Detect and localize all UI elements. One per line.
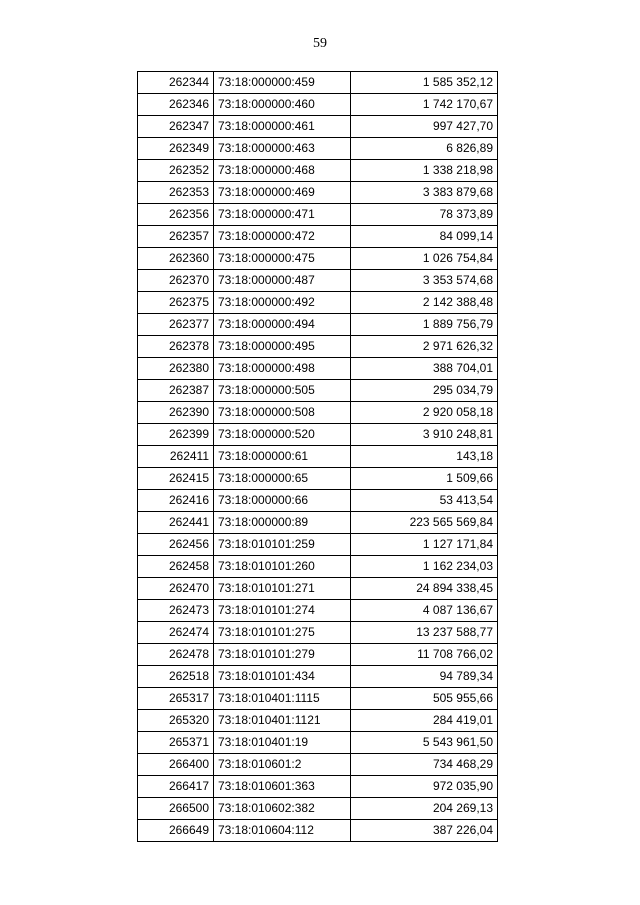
cell-id: 262474 — [138, 622, 214, 644]
cell-amount: 78 373,89 — [351, 204, 498, 226]
cell-cadastral: 73:18:000000:459 — [214, 72, 351, 94]
cell-cadastral: 73:18:010602:382 — [214, 798, 351, 820]
cell-amount: 143,18 — [351, 446, 498, 468]
cell-cadastral: 73:18:000000:463 — [214, 138, 351, 160]
cell-id: 262478 — [138, 644, 214, 666]
cell-amount: 2 920 058,18 — [351, 402, 498, 424]
cell-amount: 1 889 756,79 — [351, 314, 498, 336]
cell-id: 262377 — [138, 314, 214, 336]
cell-cadastral: 73:18:010601:2 — [214, 754, 351, 776]
cell-cadastral: 73:18:010101:259 — [214, 534, 351, 556]
cell-cadastral: 73:18:000000:66 — [214, 490, 351, 512]
cell-cadastral: 73:18:000000:505 — [214, 380, 351, 402]
table-row — [138, 116, 498, 138]
cell-amount: 1 585 352,12 — [351, 72, 498, 94]
table-row — [138, 688, 498, 710]
table-row — [138, 358, 498, 380]
cell-id: 266500 — [138, 798, 214, 820]
table-row — [138, 94, 498, 116]
table-row — [138, 402, 498, 424]
table-row — [138, 314, 498, 336]
table-row — [138, 292, 498, 314]
cell-id: 262378 — [138, 336, 214, 358]
cell-id: 262416 — [138, 490, 214, 512]
table-row — [138, 226, 498, 248]
cell-cadastral: 73:18:000000:469 — [214, 182, 351, 204]
cell-id: 262399 — [138, 424, 214, 446]
cell-amount: 94 789,34 — [351, 666, 498, 688]
cell-id: 262387 — [138, 380, 214, 402]
cell-amount: 4 087 136,67 — [351, 600, 498, 622]
cell-id: 265317 — [138, 688, 214, 710]
table-row — [138, 270, 498, 292]
cell-cadastral: 73:18:000000:520 — [214, 424, 351, 446]
cell-id: 262415 — [138, 468, 214, 490]
cell-cadastral: 73:18:010401:1121 — [214, 710, 351, 732]
data-table — [137, 71, 498, 842]
cell-cadastral: 73:18:000000:492 — [214, 292, 351, 314]
cell-amount: 13 237 588,77 — [351, 622, 498, 644]
cell-id: 265320 — [138, 710, 214, 732]
cell-cadastral: 73:18:000000:494 — [214, 314, 351, 336]
cell-cadastral: 73:18:010101:434 — [214, 666, 351, 688]
cell-id: 262357 — [138, 226, 214, 248]
table-row — [138, 336, 498, 358]
cell-cadastral: 73:18:010101:260 — [214, 556, 351, 578]
cell-amount: 3 910 248,81 — [351, 424, 498, 446]
table-row — [138, 622, 498, 644]
cell-id: 262375 — [138, 292, 214, 314]
cell-amount: 734 468,29 — [351, 754, 498, 776]
table-row — [138, 600, 498, 622]
cell-id: 262370 — [138, 270, 214, 292]
table-row — [138, 380, 498, 402]
cell-id: 262473 — [138, 600, 214, 622]
cell-id: 262353 — [138, 182, 214, 204]
cell-id: 266400 — [138, 754, 214, 776]
page-number: 59 — [313, 36, 327, 51]
cell-amount: 388 704,01 — [351, 358, 498, 380]
cell-id: 262458 — [138, 556, 214, 578]
cell-cadastral: 73:18:000000:471 — [214, 204, 351, 226]
table-row — [138, 754, 498, 776]
cell-amount: 295 034,79 — [351, 380, 498, 402]
cell-id: 262344 — [138, 72, 214, 94]
table-row — [138, 534, 498, 556]
cell-amount: 1 338 218,98 — [351, 160, 498, 182]
cell-cadastral: 73:18:000000:468 — [214, 160, 351, 182]
table-row — [138, 490, 498, 512]
cell-amount: 284 419,01 — [351, 710, 498, 732]
cell-cadastral: 73:18:000000:65 — [214, 468, 351, 490]
table-row — [138, 776, 498, 798]
cell-id: 262346 — [138, 94, 214, 116]
table-row — [138, 204, 498, 226]
cell-cadastral: 73:18:000000:495 — [214, 336, 351, 358]
table-row — [138, 798, 498, 820]
cell-amount: 1 742 170,67 — [351, 94, 498, 116]
cell-amount: 3 383 879,68 — [351, 182, 498, 204]
cell-amount: 1 509,66 — [351, 468, 498, 490]
cell-cadastral: 73:18:010101:279 — [214, 644, 351, 666]
cell-amount: 53 413,54 — [351, 490, 498, 512]
cell-cadastral: 73:18:000000:475 — [214, 248, 351, 270]
cell-cadastral: 73:18:010101:275 — [214, 622, 351, 644]
cell-id: 262352 — [138, 160, 214, 182]
table-row — [138, 424, 498, 446]
cell-id: 266417 — [138, 776, 214, 798]
cell-amount: 24 894 338,45 — [351, 578, 498, 600]
table-row — [138, 138, 498, 160]
cell-cadastral: 73:18:010401:19 — [214, 732, 351, 754]
cell-amount: 223 565 569,84 — [351, 512, 498, 534]
cell-id: 265371 — [138, 732, 214, 754]
cell-cadastral: 73:18:000000:472 — [214, 226, 351, 248]
cell-amount: 1 127 171,84 — [351, 534, 498, 556]
cell-cadastral: 73:18:010101:274 — [214, 600, 351, 622]
cell-cadastral: 73:18:000000:61 — [214, 446, 351, 468]
cell-amount: 6 826,89 — [351, 138, 498, 160]
cell-id: 262390 — [138, 402, 214, 424]
cell-id: 262411 — [138, 446, 214, 468]
table-row — [138, 732, 498, 754]
cell-cadastral: 73:18:010604:112 — [214, 820, 351, 842]
cell-id: 262470 — [138, 578, 214, 600]
cell-amount: 2 142 388,48 — [351, 292, 498, 314]
cell-id: 262456 — [138, 534, 214, 556]
table-row — [138, 446, 498, 468]
table-row — [138, 72, 498, 94]
cell-cadastral: 73:18:000000:461 — [214, 116, 351, 138]
cell-cadastral: 73:18:000000:498 — [214, 358, 351, 380]
cell-id: 262380 — [138, 358, 214, 380]
table-row — [138, 820, 498, 842]
cell-amount: 2 971 626,32 — [351, 336, 498, 358]
cell-amount: 84 099,14 — [351, 226, 498, 248]
cell-amount: 1 162 234,03 — [351, 556, 498, 578]
table-row — [138, 182, 498, 204]
table-row — [138, 512, 498, 534]
cell-cadastral: 73:18:010601:363 — [214, 776, 351, 798]
cell-cadastral: 73:18:000000:508 — [214, 402, 351, 424]
table-row — [138, 666, 498, 688]
cell-id: 262347 — [138, 116, 214, 138]
table-body — [138, 72, 498, 842]
cell-cadastral: 73:18:000000:460 — [214, 94, 351, 116]
table-row — [138, 248, 498, 270]
cell-amount: 5 543 961,50 — [351, 732, 498, 754]
cell-id: 262360 — [138, 248, 214, 270]
cell-amount: 11 708 766,02 — [351, 644, 498, 666]
cell-cadastral: 73:18:000000:89 — [214, 512, 351, 534]
cell-amount: 3 353 574,68 — [351, 270, 498, 292]
cell-amount: 972 035,90 — [351, 776, 498, 798]
cell-amount: 387 226,04 — [351, 820, 498, 842]
cell-cadastral: 73:18:000000:487 — [214, 270, 351, 292]
cell-id: 262518 — [138, 666, 214, 688]
cell-id: 266649 — [138, 820, 214, 842]
cell-id: 262441 — [138, 512, 214, 534]
table-row — [138, 578, 498, 600]
cell-id: 262349 — [138, 138, 214, 160]
cell-amount: 1 026 754,84 — [351, 248, 498, 270]
table-row — [138, 556, 498, 578]
cell-cadastral: 73:18:010101:271 — [214, 578, 351, 600]
table-row — [138, 644, 498, 666]
cell-id: 262356 — [138, 204, 214, 226]
cell-amount: 997 427,70 — [351, 116, 498, 138]
table-row — [138, 468, 498, 490]
table-row — [138, 160, 498, 182]
table-row — [138, 710, 498, 732]
cell-amount: 204 269,13 — [351, 798, 498, 820]
cell-amount: 505 955,66 — [351, 688, 498, 710]
cell-cadastral: 73:18:010401:1115 — [214, 688, 351, 710]
